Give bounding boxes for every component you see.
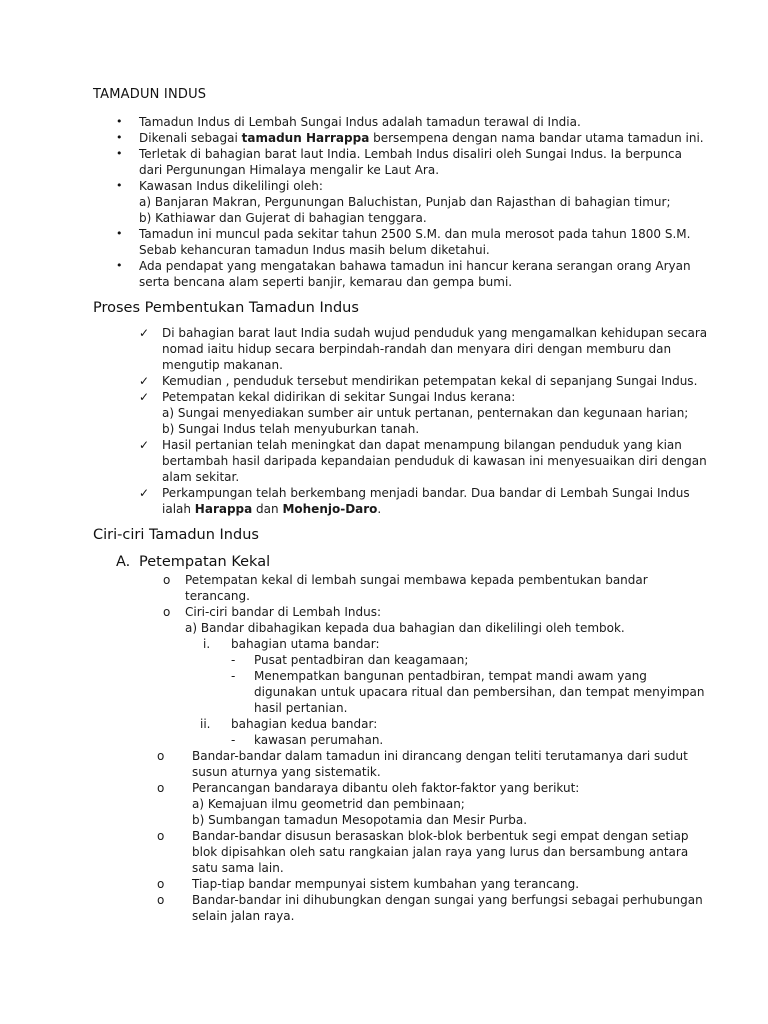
- circle-bullet-icon: o: [163, 573, 171, 587]
- bullet-icon: •: [116, 131, 123, 144]
- section-heading: Proses Pembentukan Tamadun Indus: [93, 300, 359, 316]
- text-run: ialah: [162, 502, 195, 516]
- settlement-item-text: bahagian kedua bandar:: [231, 717, 378, 731]
- settlement-item-text: hasil pertanian.: [254, 701, 348, 715]
- dash-marker: -: [231, 669, 236, 683]
- circle-bullet-icon: o: [157, 877, 165, 891]
- dash-marker: -: [231, 653, 236, 667]
- process-item-text: b) Sungai Indus telah menyuburkan tanah.: [162, 422, 420, 436]
- planning-item-text: Bandar-bandar disusun berasaskan blok-blok berbentuk segi empat dengan setiap: [192, 829, 689, 843]
- planning-item-text: selain jalan raya.: [192, 909, 295, 923]
- process-item-text: Perkampungan telah berkembang menjadi bandar. Dua bandar di Lembah Sungai Indus: [162, 486, 690, 500]
- settlement-item-text: digunakan untuk upacara ritual dan pembersihan, dan tempat menyimpan: [254, 685, 705, 699]
- document-title: TAMADUN INDUS: [93, 87, 207, 102]
- settlement-item-text: Menempatkan bangunan pentadbiran, tempat mandi awam yang: [254, 669, 647, 683]
- checkmark-icon: ✓: [139, 390, 150, 404]
- bullet-icon: •: [116, 115, 123, 128]
- intro-item-text: Ada pendapat yang mengatakan bahawa tamadun ini hancur kerana serangan orang Aryan: [139, 259, 691, 273]
- dash-marker: -: [231, 733, 236, 747]
- settlement-item-text: Ciri-ciri bandar di Lembah Indus:: [185, 605, 381, 619]
- roman-marker: i.: [203, 637, 211, 651]
- checkmark-icon: ✓: [139, 326, 150, 340]
- bullet-icon: •: [116, 227, 123, 240]
- planning-item-text: Tiap-tiap bandar mempunyai sistem kumbahan yang terancang.: [192, 877, 580, 891]
- planning-item-text: Bandar-bandar ini dihubungkan dengan sungai yang berfungsi sebagai perhubungan: [192, 893, 703, 907]
- planning-item-text: b) Sumbangan tamadun Mesopotamia dan Mesir Purba.: [192, 813, 528, 827]
- bold-term: Mohenjo-Daro: [282, 502, 378, 516]
- circle-bullet-icon: o: [157, 781, 165, 795]
- intro-item-text: Kawasan Indus dikelilingi oleh:: [139, 179, 323, 193]
- subsection-marker: A.: [116, 554, 131, 570]
- bullet-icon: •: [116, 179, 123, 192]
- planning-item-text: satu sama lain.: [192, 861, 284, 875]
- checkmark-icon: ✓: [139, 374, 150, 388]
- process-item-text: Petempatan kekal didirikan di sekitar Sungai Indus kerana:: [162, 390, 516, 404]
- planning-item-text: blok dipisahkan oleh satu rangkaian jalan raya yang lurus dan bersambung antara: [192, 845, 689, 859]
- text-run: bersempena dengan nama bandar utama tamadun ini.: [369, 131, 704, 145]
- circle-bullet-icon: o: [157, 749, 165, 763]
- section-heading: Ciri-ciri Tamadun Indus: [93, 527, 259, 543]
- process-item-text: nomad iaitu hidup secara berpindah-randah dan menyara diri dengan memburu dan: [162, 342, 672, 356]
- bold-term: Harappa: [194, 502, 253, 516]
- process-item-text: a) Sungai menyediakan sumber air untuk pertanan, penternakan dan kegunaan harian;: [162, 406, 689, 420]
- settlement-item-text: terancang.: [185, 589, 250, 603]
- text-run: Dikenali sebagai: [139, 131, 242, 145]
- planning-item-text: Perancangan bandaraya dibantu oleh faktor-faktor yang berikut:: [192, 781, 580, 795]
- process-item-text: Di bahagian barat laut India sudah wujud penduduk yang mengamalkan kehidupan secara: [162, 326, 708, 340]
- intro-item-text: b) Kathiawar dan Gujerat di bahagian tenggara.: [139, 211, 427, 225]
- process-item-text: Hasil pertanian telah meningkat dan dapat menampung bilangan penduduk yang kian: [162, 438, 682, 452]
- circle-bullet-icon: o: [163, 605, 171, 619]
- planning-item-text: a) Kemajuan ilmu geometrid dan pembinaan;: [192, 797, 465, 811]
- settlement-item-text: a) Bandar dibahagikan kepada dua bahagian dan dikelilingi oleh tembok.: [185, 621, 625, 635]
- process-item-text: bertambah hasil daripada kepandaian penduduk di kawasan ini menyesuaikan diri dengan: [162, 454, 707, 468]
- circle-bullet-icon: o: [157, 829, 165, 843]
- intro-item-text: serta bencana alam seperti banjir, kemarau dan gempa bumi.: [139, 275, 513, 289]
- text-run: dan: [252, 502, 283, 516]
- bullet-icon: •: [116, 147, 123, 160]
- process-item-text: [162, 501, 381, 517]
- intro-item-text: dari Pergunungan Himalaya mengalir ke Laut Ara.: [139, 163, 440, 177]
- planning-item-text: Bandar-bandar dalam tamadun ini dirancang dengan teliti terutamanya dari sudut: [192, 749, 688, 763]
- subsection-heading: Petempatan Kekal: [139, 554, 271, 570]
- process-item-text: alam sekitar.: [162, 470, 240, 484]
- planning-item-text: susun aturnya yang sistematik.: [192, 765, 381, 779]
- process-item-text: mengutip makanan.: [162, 358, 283, 372]
- circle-bullet-icon: o: [157, 893, 165, 907]
- settlement-item-text: bahagian utama bandar:: [231, 637, 380, 651]
- text-run: .: [377, 502, 382, 516]
- intro-item-text: Tamadun ini muncul pada sekitar tahun 2500 S.M. dan mula merosot pada tahun 1800 S.M.: [139, 227, 691, 241]
- bold-term: tamadun Harrappa: [241, 131, 370, 145]
- bullet-icon: •: [116, 259, 123, 272]
- process-item-text: Kemudian , penduduk tersebut mendirikan petempatan kekal di sepanjang Sungai Indus.: [162, 374, 698, 388]
- settlement-item-text: Pusat pentadbiran dan keagamaan;: [254, 653, 469, 667]
- roman-marker: ii.: [200, 717, 211, 731]
- settlement-item-text: kawasan perumahan.: [254, 733, 384, 747]
- intro-item-text: Terletak di bahagian barat laut India. Lembah Indus disaliri oleh Sungai Indus. Ia berpunca: [139, 147, 683, 161]
- checkmark-icon: ✓: [139, 486, 150, 500]
- checkmark-icon: ✓: [139, 438, 150, 452]
- intro-item-text: a) Banjaran Makran, Pergunungan Baluchistan, Punjab dan Rajasthan di bahagian timur;: [139, 195, 671, 209]
- settlement-item-text: Petempatan kekal di lembah sungai membawa kepada pembentukan bandar: [185, 573, 648, 587]
- intro-item-text: Tamadun Indus di Lembah Sungai Indus adalah tamadun terawal di India.: [139, 115, 581, 129]
- intro-item-text: Sebab kehancuran tamadun Indus masih belum diketahui.: [139, 243, 490, 257]
- intro-item-text: [139, 130, 704, 146]
